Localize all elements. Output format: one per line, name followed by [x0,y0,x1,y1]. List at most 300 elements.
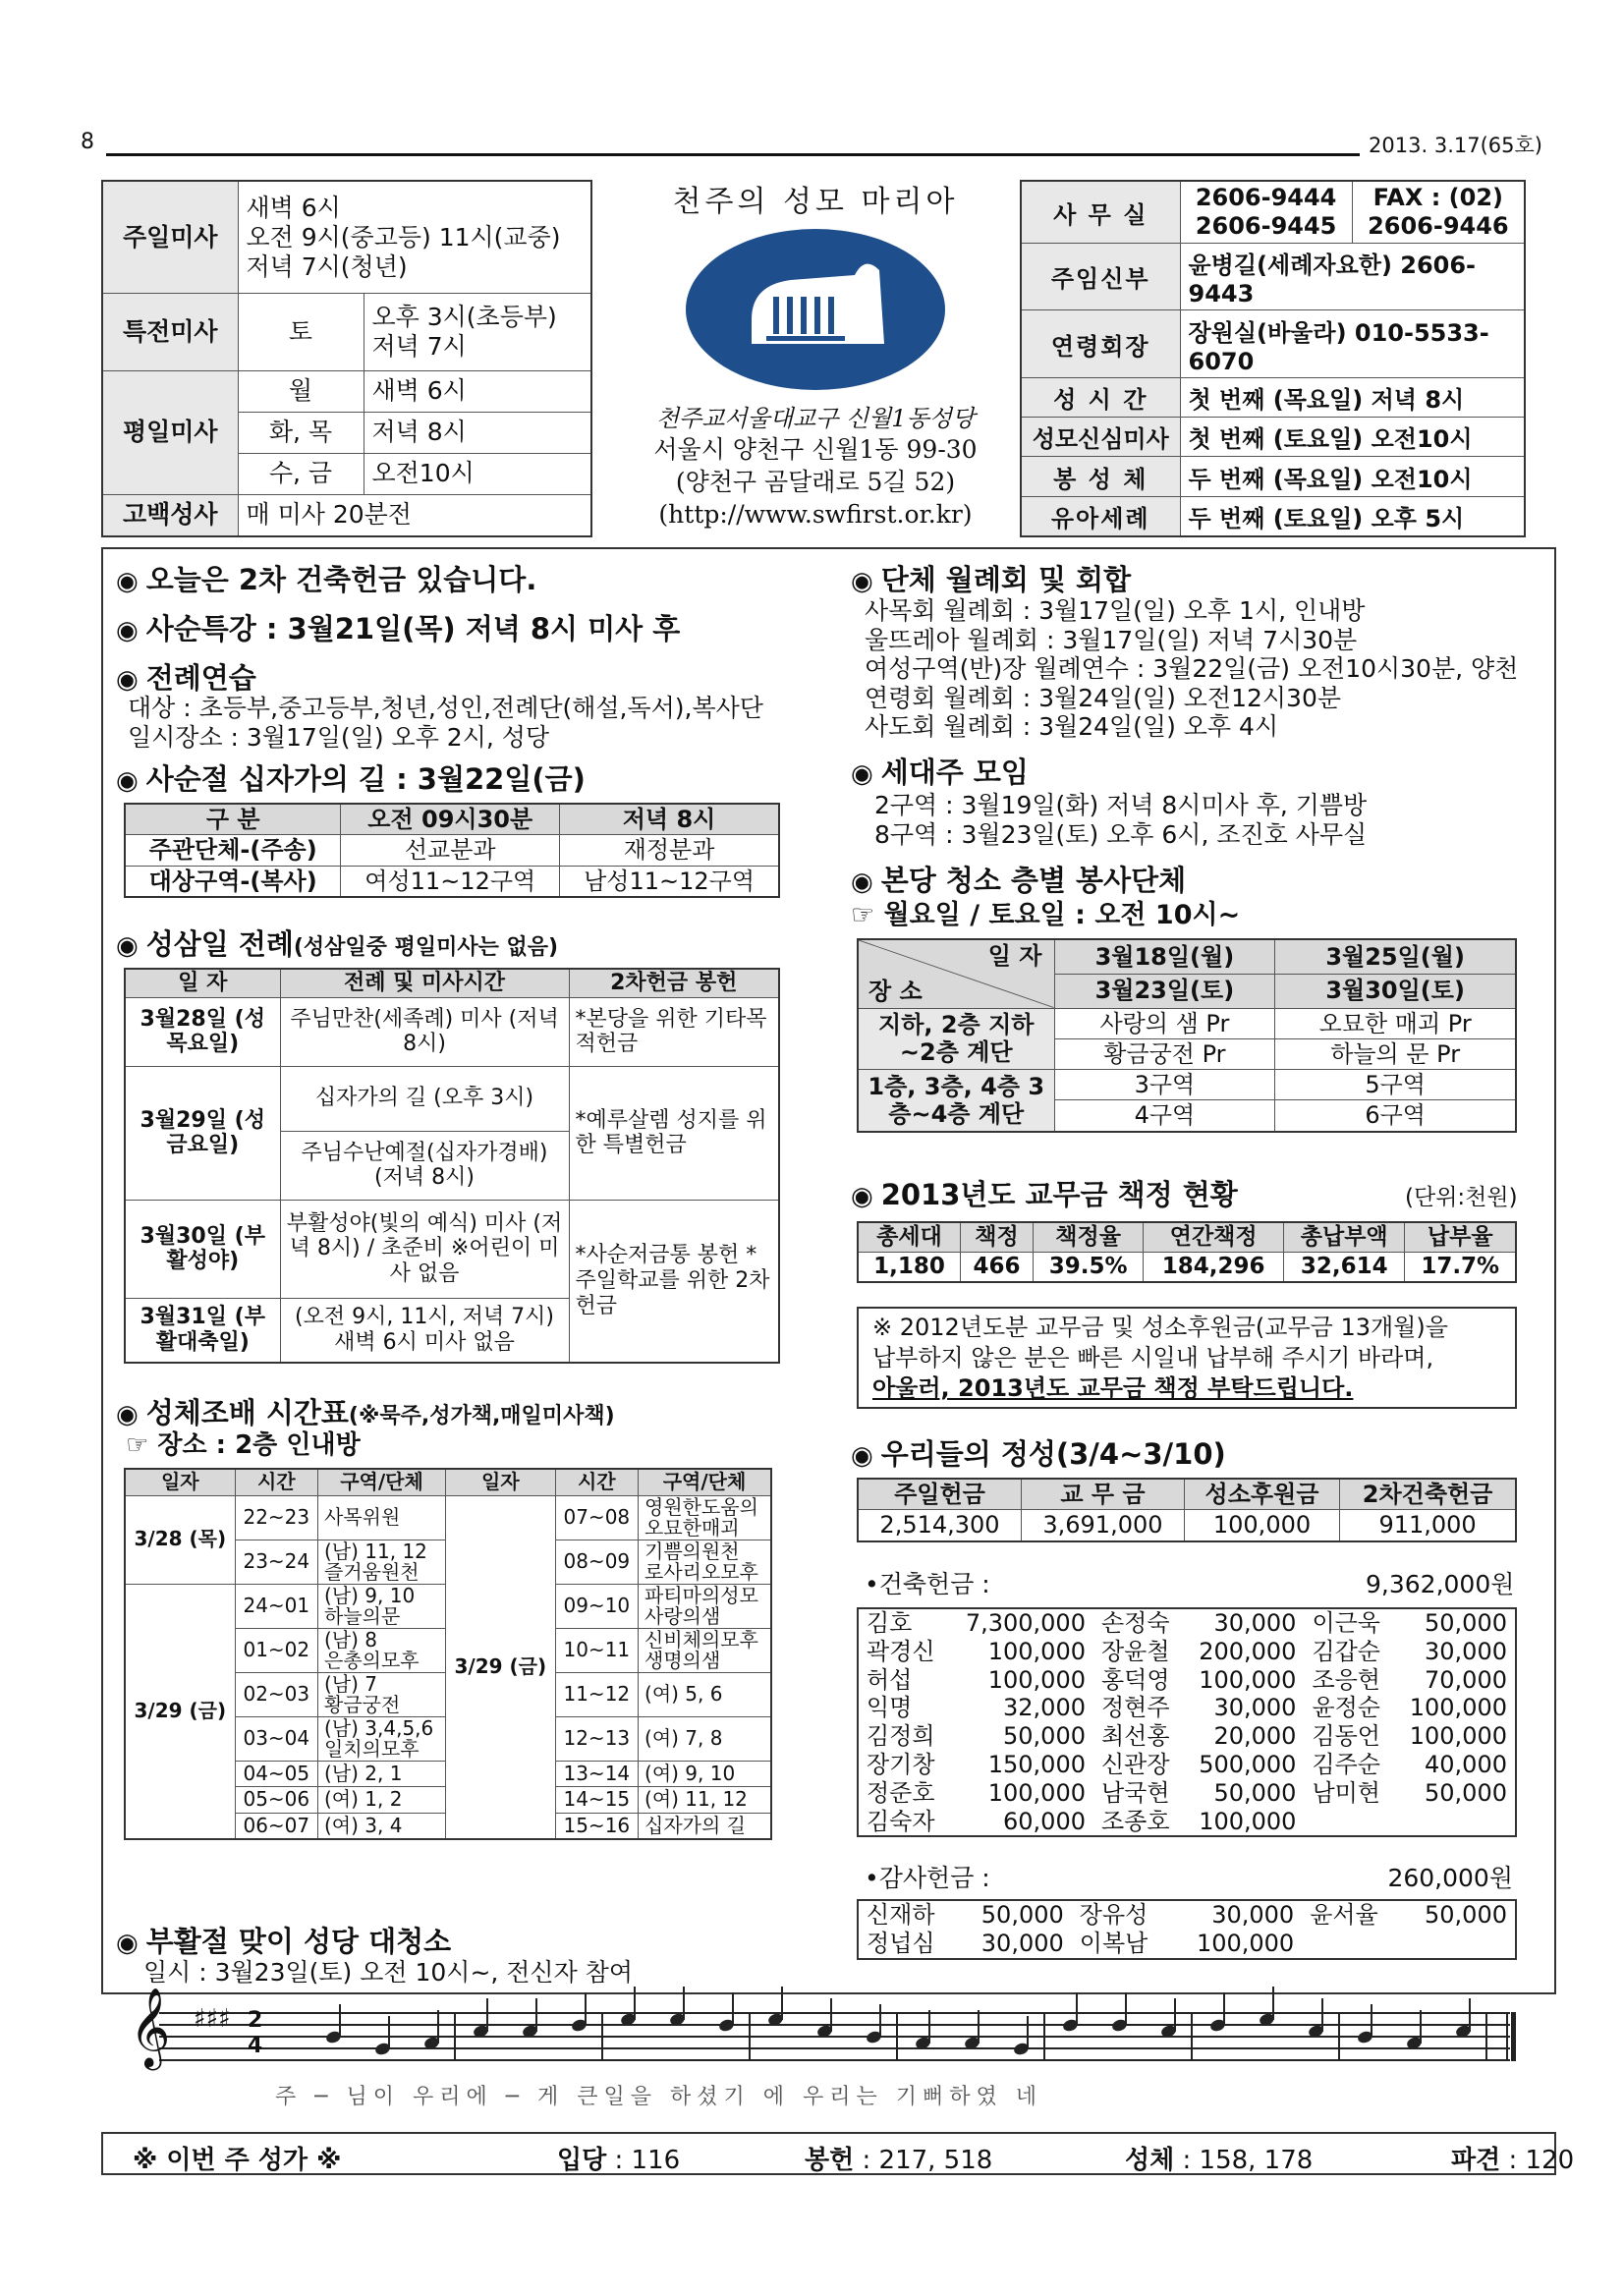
group-name: (여) 7, 8 [644,1726,723,1751]
table-cell: 3,691,000 [1022,1510,1185,1541]
donor-row [858,1900,1516,1930]
hymn-label: 봉헌 [805,2146,855,2175]
donor-name: 손정숙 [1100,1609,1170,1637]
group-name: 사랑의샘 [644,1603,721,1628]
table-cell: 3월29일 (성금요일) [125,1066,280,1200]
donor-amount: 100,000 [1199,1807,1297,1835]
bar-line [454,2012,456,2059]
notice-text: 사순절 십자가의 길 : 3월22일(금) [145,762,586,796]
donor-amount: 50,000 [1425,1901,1507,1929]
donor-name: 윤서율 [1310,1901,1378,1929]
table-header: 구 분 [125,804,341,835]
donor-name [1302,1930,1400,1959]
notice-text: 부활절 맞이 성당 대청소 [145,1925,452,1958]
notice-heading: ◉ 성삼일 전례(성삼일중 평일미사는 없음) [116,927,559,961]
note-stem [437,2010,439,2044]
cleaning-corner [858,939,1054,1008]
hymn-label: 파견 [1451,2146,1501,2175]
table-header: 주일헌금 [858,1479,1022,1510]
donor-row [858,1694,1516,1722]
table-cell: 3/29 (금) [446,1495,556,1839]
notice-heading: ◉ 우리들의 정성(3/4~3/10) [851,1437,1226,1471]
note-stem [781,1987,783,2020]
address-line: 서울시 양천구 신월1동 99-30 [653,435,978,464]
table-cell: 재정분과 [560,835,779,866]
table-cell: 사랑의 샘 Pr [1054,1008,1275,1038]
note-stem [339,2004,341,2038]
hymn-label: 성체 [1125,2146,1175,2175]
building-fund-total: 9,362,000원 [1366,1570,1515,1598]
hymn-number: : 120 [1500,2146,1575,2175]
donor-amount: 100,000 [987,1778,1086,1807]
sunday-mass-times [238,181,591,294]
table-cell: 지하, 2층 지하~2층 계단 [858,1008,1054,1070]
office-row-value: 두 번째 (목요일) 오전10시 [1180,457,1525,496]
group-name: (남) 7 [324,1671,378,1696]
group-name: 신비체의모후 [644,1627,758,1652]
donor-name: 남국현 [1100,1778,1170,1807]
table-header: 일자 [446,1469,556,1495]
table-cell: *예루살렘 성지를 위한 특별헌금 [569,1066,779,1200]
donor-amount: 100,000 [1409,1722,1507,1751]
adoration-place: ☞ 장소 : 2층 인내방 [126,1430,361,1460]
table-cell: 09~10 [555,1584,638,1628]
notice-heading: ◉ 2013년도 교무금 책정 현황 [851,1178,1238,1211]
donor-name: 조종호 [1100,1807,1170,1835]
donor-amount: 30,000 [1213,1694,1297,1722]
cleaning-table [857,938,1517,1133]
notice-heading: ◉ 성체조배 시간표(※묵주,성가책,매일미사책) [116,1396,615,1429]
note-stem [585,1992,587,2026]
table-cell [318,1495,446,1540]
bar-line [1338,2012,1340,2059]
office-row-value: 윤병길(세례자요한) 2606-9443 [1180,244,1525,310]
special-mass-day: 토 [238,294,364,370]
table-cell: 3월31일 (부활대축일) [125,1298,280,1363]
bar-line [601,2012,603,2059]
notice-heading: ◉ 본당 청소 층별 봉사단체 [851,864,1187,897]
note-line: 납부하지 않은 분은 빠른 시일내 납부해 주시기 바라며, [872,1344,1434,1372]
table-cell: 05~06 [235,1787,317,1814]
table-cell: 오묘한 매괴 Pr [1275,1008,1516,1038]
notice-heading: ◉ 사순특강 : 3월21일(목) 저녁 8시 미사 후 [116,612,681,645]
table-cell: 12~13 [555,1716,638,1761]
note-stem [1321,1998,1323,2032]
fax-label: FAX : (02) [1372,184,1504,212]
table-cell: 주님만찬(세족례) 미사 (저녁 8시) [280,997,569,1066]
office-row-value: 두 번째 (토요일) 오후 5시 [1180,496,1525,536]
table-header: 일 자 [125,969,280,997]
donor-name: 김정희 [867,1722,935,1751]
notice-text: 오늘은 2차 건축헌금 있습니다. [145,563,537,596]
donor-amount: 20,000 [1213,1722,1297,1751]
table-cell: *사순저금통 봉헌 *주일학교를 위한 2차헌금 [569,1200,779,1363]
donor-amount: 30,000 [1425,1637,1507,1665]
time-signature-icon: 2 4 [248,2008,263,2058]
office-row-value: 첫 번째 (목요일) 저녁 8시 [1180,377,1525,417]
parish-title: 천주의 성모 마리아 [672,185,959,219]
donor-amount: 100,000 [1196,1929,1295,1957]
hymn-communion [1125,2140,1313,2176]
donor-name: 장윤철 [1100,1637,1170,1665]
cleaning-time: ☞ 월요일 / 토요일 : 오전 10시~ [851,900,1241,930]
donor-name: 허섭 [867,1665,913,1694]
thanks-fund-total: 260,000원 [1387,1864,1513,1892]
donor-name: 이근욱 [1312,1609,1380,1637]
parish-emblem-icon [683,226,948,393]
group-name: (여) 9, 10 [644,1761,736,1785]
donor-name: 곽경신 [867,1637,935,1665]
donor-amount: 100,000 [1199,1665,1297,1694]
table-cell [318,1761,446,1787]
notice-heading: ◉ 오늘은 2차 건축헌금 있습니다. [116,563,537,596]
donor-name: 정넙심 [867,1929,935,1957]
office-row-label: 성 시 간 [1021,377,1180,417]
table-header: 구역/단체 [639,1469,771,1495]
notice-heading: ◉ 사순절 십자가의 길 : 3월22일(금) [116,762,586,796]
donor-name: 이복남 [1079,1929,1148,1957]
sunday-time-2: 오전 9시(중고등) 11시(교중) [246,222,561,252]
note-stem [1027,2016,1029,2049]
office-row-value: 첫 번째 (토요일) 오전10시 [1180,418,1525,457]
note-stem [486,1998,488,2032]
donor-name: 정준호 [867,1778,935,1807]
table-header: 책정 [961,1222,1034,1253]
table-header: 오전 09시30분 [341,804,560,835]
donor-amount: 100,000 [987,1637,1086,1665]
notice-heading: ◉ 세대주 모임 [851,756,1029,789]
table-cell: 24~01 [235,1584,317,1628]
group-name: 영원한도움의 [644,1494,758,1519]
table-cell: 01~02 [235,1628,317,1672]
table-header: 시간 [235,1469,317,1495]
note-stem [388,2016,390,2049]
notice-text: 전례연습 [145,661,256,695]
special-mass-label: 특전미사 [102,294,238,370]
table-cell [639,1787,771,1814]
phone-number: 2606-9445 [1195,212,1337,240]
note-stem [732,1992,734,2026]
group-name: (남) 11, 12 [324,1539,427,1563]
table-cell: 13~14 [555,1761,638,1787]
donor-name: 최선홍 [1100,1722,1170,1751]
table-cell: (오전 9시, 11시, 저녁 7시) 새벽 6시 미사 없음 [280,1298,569,1363]
group-name: 기쁨의원천 [644,1539,740,1563]
bar-line [1191,2012,1193,2059]
note-stem [1223,1992,1225,2026]
table-cell: 22~23 [235,1495,317,1540]
group-name: (여) 3, 4 [324,1814,403,1838]
issue-date: 2013. 3.17(65호) [1369,134,1542,157]
table-header: 2차건축헌금 [1340,1479,1516,1510]
adoration-table [124,1468,772,1840]
donor-name: 김주순 [1312,1750,1380,1778]
detail-line: 일시장소 : 3월17일(일) 오후 2시, 성당 [128,722,550,752]
office-label: 사 무 실 [1021,181,1180,244]
group-name: (여) 1, 2 [324,1787,403,1812]
meeting-line: 사도회 월례회 : 3월24일(일) 오후 4시 [865,712,1279,741]
note-stem [928,2010,930,2044]
notice-text: 성체조배 시간표 [145,1396,349,1429]
confession-label: 고백성사 [102,494,238,536]
note-stem [634,1987,636,2020]
table-cell [639,1540,771,1584]
donor-row [858,1930,1516,1959]
notice-text: 성삼일 전례 [145,927,294,961]
group-name: 십자가의 길 [644,1814,746,1838]
special-mass-times [364,294,591,370]
website-link[interactable]: (http://www.swfirst.or.kr) [658,500,973,529]
table-cell [318,1813,446,1839]
donor-amount: 500,000 [1199,1750,1297,1778]
weekday-time: 오전10시 [364,453,591,494]
note-stem [535,1998,537,2032]
note-line: ※ 2012년도분 교무금 및 성소후원금(교무금 13개월)을 [872,1314,1448,1341]
meeting-list [865,596,1518,742]
table-cell [639,1716,771,1761]
donor-amount: 50,000 [1213,1778,1297,1807]
table-cell [639,1672,771,1716]
sunday-time-3: 저녁 7시(청년) [246,252,408,281]
donor-name: 홍덕영 [1100,1665,1170,1694]
notice-text: 본당 청소 층별 봉사단체 [880,864,1187,897]
table-cell: 184,296 [1144,1253,1284,1283]
key-signature-icon: ♯♯♯ [194,2004,231,2034]
donor-amount: 50,000 [1003,1722,1086,1751]
donor-amount: 30,000 [1213,1609,1297,1637]
office-fax [1352,181,1525,244]
donor-name: 김갑순 [1312,1637,1380,1665]
office-phones [1180,181,1352,244]
note-line: 아울러, 2013년도 교무금 책정 부탁드립니다. [872,1374,1354,1403]
donor-name: 윤정순 [1312,1694,1380,1722]
meeting-line: 8구역 : 3월23일(토) 오후 6시, 조진호 사무실 [874,819,1368,849]
triduum-table [124,968,780,1364]
bar-line [1485,2012,1487,2059]
table-cell: 여성11~12구역 [341,866,560,897]
table-cell: 주관단체-(주송) [125,835,341,866]
table-header: 3월23일(토) [1054,974,1275,1008]
hymn-dismissal [1451,2140,1574,2176]
table-cell [318,1540,446,1584]
thanks-donors-table [857,1899,1517,1960]
table-cell: 3/28 (목) [125,1495,235,1584]
group-name: 황금궁전 [324,1692,401,1716]
hymn-number: : 217, 518 [854,2146,993,2175]
donor-amount: 70,000 [1425,1665,1507,1694]
table-cell [639,1628,771,1672]
group-name: (남) 3,4,5,6 [324,1715,434,1740]
table-row [125,1495,771,1540]
table-cell: 3/29 (금) [125,1584,235,1839]
table-cell: 10~11 [555,1628,638,1672]
group-name: 즐거움원천 [324,1559,420,1584]
confession-value: 매 미사 20분전 [238,494,591,536]
notice-heading: ◉ 단체 월례회 및 회합 [851,563,1132,596]
song-lyrics: 주 ─ 님이 우리에 ─ 게 큰일을 하셨기 에 우리는 기뻐하였 네 [275,2085,1042,2109]
table-header: 납부율 [1405,1222,1516,1253]
special-time-1: 오후 3시(초등부) [371,302,557,331]
table-cell [639,1813,771,1839]
donor-amount: 100,000 [1409,1694,1507,1722]
table-cell: 07~08 [555,1495,638,1540]
note-stem [1125,1992,1127,2026]
meeting-line: 여성구역(반)장 월례연수 : 3월22일(금) 오전10시30분, 양천 [865,654,1519,683]
office-row-label: 성모신심미사 [1021,418,1180,457]
office-row-label: 유아세례 [1021,496,1180,536]
note-stem [1174,1998,1176,2032]
table-cell: *본당을 위한 기타목적헌금 [569,997,779,1066]
notice-text: 세대주 모임 [880,756,1029,789]
table-cell: 32,614 [1284,1253,1405,1283]
table-cell: 466 [961,1253,1034,1283]
final-barline [1506,2012,1516,2061]
table-cell: 황금궁전 Pr [1054,1038,1275,1069]
notice-heading: ◉ 전례연습 [116,661,256,695]
table-cell: 3구역 [1054,1070,1275,1100]
table-cell: 100,000 [1184,1510,1339,1541]
donor-name: 익명 [867,1694,913,1722]
parish-address [604,433,1027,531]
table-header: 책정율 [1033,1222,1143,1253]
building-fund-label: •건축헌금 : [865,1570,990,1598]
donor-amount: 50,000 [980,1901,1064,1929]
table-cell [639,1761,771,1787]
hymn-number: : 158, 178 [1174,2146,1314,2175]
address-line: (양천구 곰달래로 5길 52) [675,468,956,496]
donor-amount: 200,000 [1199,1637,1297,1665]
table-cell: 5구역 [1275,1070,1516,1100]
table-cell [318,1628,446,1672]
table-cell [318,1716,446,1761]
office-contact-table [1020,180,1526,537]
donor-name: 장기창 [867,1750,935,1778]
donor-amount: 30,000 [980,1929,1064,1957]
notice-text: 사순특강 : 3월21일(목) 저녁 8시 미사 후 [145,612,681,645]
detail-line: 대상 : 초등부,중고등부,청년,성인,전례단(해설,독서),복사단 [128,694,763,722]
group-name: (여) 5, 6 [644,1682,723,1707]
office-row-label: 봉 성 체 [1021,457,1180,496]
table-header: 3월25일(월) [1275,939,1516,974]
note-stem [683,1987,685,2020]
note-stem [1076,1992,1078,2026]
date-label: 일 자 [987,942,1042,970]
group-name: (남) 8 [324,1627,378,1652]
weekday-day: 월 [238,370,364,412]
table-header: 2차헌금 봉헌 [569,969,779,997]
cleaning-date: 일시 : 3월23일(토) 오전 10시~, 전신자 참여 [143,1958,633,1987]
donor-name: 정현주 [1100,1694,1170,1722]
sunday-mass-label: 주일미사 [102,181,238,294]
parish-name: 천주교서울대교구 신월1동성당 [655,405,976,432]
donor-name: 남미현 [1312,1778,1380,1807]
building-donors-table [857,1607,1517,1837]
table-cell: 03~04 [235,1716,317,1761]
treble-clef-icon: 𝄞 [130,1987,171,2067]
donor-name [1304,1808,1393,1837]
group-name: 사목위원 [324,1505,401,1530]
table-cell: 주님수난예절(십자가경배) (저녁 8시) [280,1131,569,1200]
table-cell: 17.7% [1405,1253,1516,1283]
donor-amount: 60,000 [1003,1807,1086,1835]
table-cell: 6구역 [1275,1100,1516,1132]
donor-row [858,1608,1516,1638]
table-header: 일자 [125,1469,235,1495]
table-cell: 3월30일 (부활성야) [125,1200,280,1298]
weekday-mass-label: 평일미사 [102,370,238,494]
table-cell: 08~09 [555,1540,638,1584]
table-cell: 14~15 [555,1787,638,1814]
note-stem [1469,1998,1471,2032]
hymn-offertory [805,2140,992,2176]
note-stem [978,2010,980,2044]
group-name: 하늘의문 [324,1603,401,1628]
table-cell [318,1787,446,1814]
donor-row [858,1779,1516,1808]
notice-heading: ◉ 부활절 맞이 성당 대청소 [116,1925,452,1958]
weekday-day: 수, 금 [238,453,364,494]
donor-amount [1400,1930,1516,1959]
note-stem [879,2004,881,2038]
notice-note: (※묵주,성가책,매일미사책) [348,1404,615,1428]
phone-number: 2606-9444 [1195,184,1337,212]
table-cell: 4구역 [1054,1100,1275,1132]
hymn-label: 입당 [557,2146,607,2175]
weekday-time: 새벽 6시 [364,370,591,412]
table-cell: 23~24 [235,1540,317,1584]
table-cell: 15~16 [555,1813,638,1839]
bar-line [1043,2012,1045,2059]
table-cell [318,1672,446,1716]
dues-note [857,1307,1517,1409]
table-cell: 04~05 [235,1761,317,1787]
table-cell: 대상구역-(복사) [125,866,341,897]
meeting-line: 2구역 : 3월19일(화) 저녁 8시미사 후, 기쁨방 [874,791,1368,819]
donor-amount: 100,000 [987,1665,1086,1694]
bar-line [749,2012,751,2059]
table-cell: 1층, 3층, 4층 3층~4층 계단 [858,1070,1054,1132]
meeting-line: 사목회 월례회 : 3월17일(일) 오후 1시, 인내방 [865,596,1366,625]
donor-amount [1394,1808,1516,1837]
table-header: 교 무 금 [1022,1479,1185,1510]
bar-line [896,2012,898,2059]
table-cell: 02~03 [235,1672,317,1716]
donor-name: 김호 [867,1609,913,1637]
special-time-2: 저녁 7시 [371,331,467,361]
donor-name: 신재하 [867,1901,935,1929]
donor-amount: 7,300,000 [965,1609,1086,1637]
mass-schedule-table [101,180,592,537]
table-cell: 39.5% [1033,1253,1143,1283]
parish-logo-block [604,175,1027,538]
table-cell: 3월28일 (성목요일) [125,997,280,1066]
household-meetings [874,791,1367,849]
hymn-bar [101,2132,1575,2175]
donor-row [858,1751,1516,1779]
sunday-time-1: 새벽 6시 [246,193,341,222]
thanks-fund-label: •감사헌금 : [865,1864,990,1892]
meeting-line: 연령회 월례회 : 3월24일(일) 오전12시30분 [865,683,1342,712]
dues-table [857,1221,1517,1283]
table-cell: 남성11~12구역 [560,866,779,897]
table-cell: 2,514,300 [858,1510,1022,1541]
table-header: 3월30일(토) [1275,974,1516,1008]
table-cell: 1,180 [858,1253,961,1283]
rehearsal-details [128,694,763,752]
group-name: 은총의모후 [324,1648,420,1672]
weekday-time: 저녁 8시 [364,412,591,453]
notice-text: 단체 월례회 및 회합 [880,563,1132,596]
